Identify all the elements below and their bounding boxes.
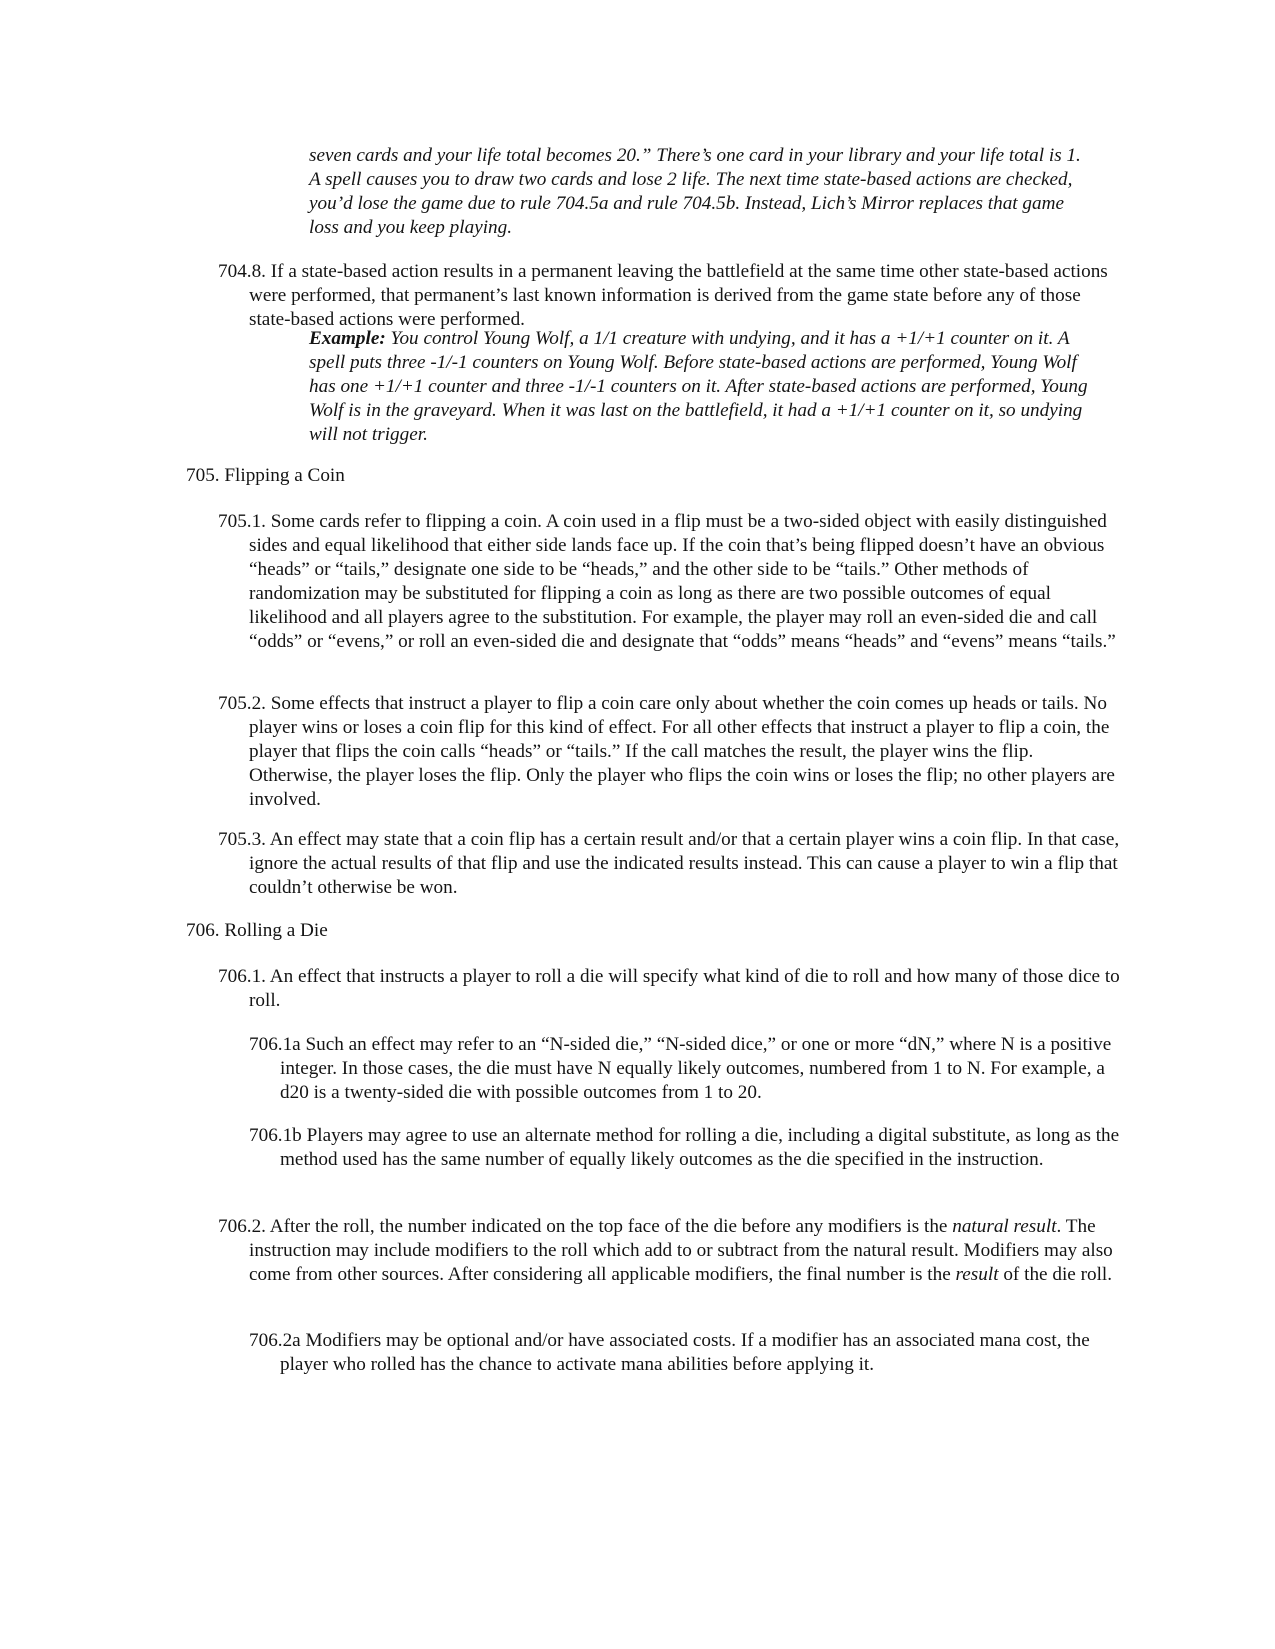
rule-706-1b: 706.1b Players may agree to use an alternate method for rolling a die, including a digital substitute, as long as the method used has the same number of equally likely outcomes as the die specified in the instruction.	[249, 1125, 1120, 1170]
section-heading-706: 706. Rolling a Die	[186, 920, 328, 941]
example-label: Example:	[309, 328, 386, 349]
rule-706-1: 706.1. An effect that instructs a player to roll a die will specify what kind of die to roll and how many of those dice to roll.	[218, 966, 1120, 1011]
example-continuation: seven cards and your life total becomes 20.” There’s one card in your library and your life total is 1. A spell causes you to draw two cards and lose 2 life. The next time state-based actions are checked, you’d lose the game due to rule 704.5a and rule 704.5b. Instead, Lich’s Mirror replaces that game loss and you keep playing.	[309, 145, 1081, 238]
section-heading-705: 705. Flipping a Coin	[186, 465, 345, 486]
rule-705-1: 705.1. Some cards refer to flipping a coin. A coin used in a flip must be a two-sided object with easily distinguished sides and equal likelihood that either side lands face up. If the coin that’s being flipped doesn’t have an obvious “heads” or “tails,” designate one side to be “heads,” and the other side to be “tails.” Other methods of randomization may be substituted for flipping a coin as long as there are two possible outcomes of equal likelihood and all players agree to the substitution. For example, the player may roll an even-sided die and call “odds” or “evens,” or roll an even-sided die and designate that “odds” means “heads” and “evens” means “tails.”	[218, 511, 1116, 652]
rule-705-2: 705.2. Some effects that instruct a player to flip a coin care only about whether the coin comes up heads or tails. No player wins or loses a coin flip for this kind of effect. For all other effects that instruct a player to flip a coin, the player that flips the coin calls “heads” or “tails.” If the call matches the result, the player wins the flip. Otherwise, the player loses the flip. Only the player who flips the coin wins or loses the flip; no other players are involved.	[218, 693, 1115, 810]
rule-706-2	[218, 1215, 1121, 1287]
rule-706-1a: 706.1a Such an effect may refer to an “N-sided die,” “N-sided dice,” or one or more “dN,” where N is a positive integer. In those cases, the die must have N equally likely outcomes, numbered from 1 to N. For example, a d20 is a twenty-sided die with possible outcomes from 1 to 20.	[249, 1034, 1112, 1103]
rule-706-2-text-c: of the die roll.	[998, 1264, 1113, 1285]
rule-705-3: 705.3. An effect may state that a coin flip has a certain result and/or that a certain player wins a coin flip. In that case, ignore the actual results of that flip and use the indicated results instead. This can cause a player to win a flip that couldn’t otherwise be won.	[218, 829, 1120, 898]
example-text: You control Young Wolf, a 1/1 creature with undying, and it has a +1/+1 counter on it. A spell puts three -1/-1 counters on Young Wolf. Before state-based actions are performed, Young Wolf has one +1/+1 counter and three -1/-1 counters on it. After state-based actions are performed, Young Wolf is in the graveyard. When it was last on the battlefield, it had a +1/+1 counter on it, so undying will not trigger.	[309, 328, 1088, 445]
example-young-wolf	[309, 327, 1089, 447]
term-result: result	[955, 1264, 999, 1285]
rule-706-2-text-a: 706.2. After the roll, the number indicated on the top face of the die before any modifiers is the	[218, 1216, 953, 1237]
term-natural-result: natural result	[952, 1216, 1057, 1237]
rule-706-2a: 706.2a Modifiers may be optional and/or have associated costs. If a modifier has an associated mana cost, the player who rolled has the chance to activate mana abilities before applying it.	[249, 1330, 1090, 1375]
rule-704-8: 704.8. If a state-based action results in a permanent leaving the battlefield at the same time other state-based actions were performed, that permanent’s last known information is derived from the game state before any of those state-based actions were performed.	[218, 261, 1108, 330]
rule-706-2-text-b: . The instruction may include modifiers to the roll which add to or subtract from the natural result. Modifiers may also come from other sources. After considering all applicable modifiers, the final number is the	[249, 1216, 1113, 1285]
